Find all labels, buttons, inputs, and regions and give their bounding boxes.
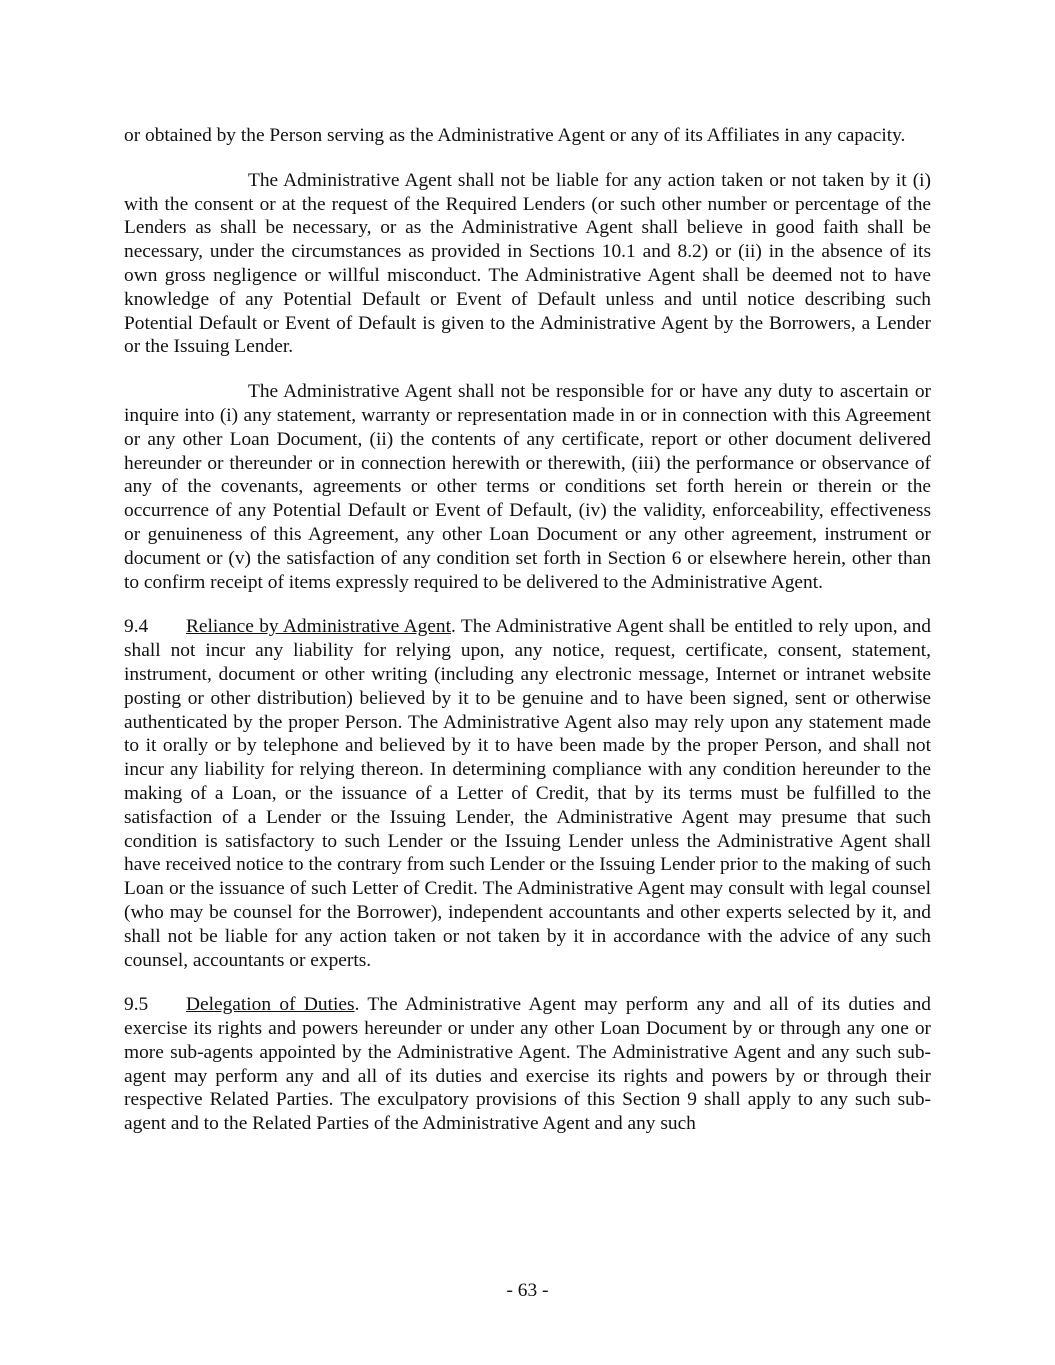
paragraph-responsibility: The Administrative Agent shall not be responsible for or have any duty to ascertain or inquire into (i) any statement, warranty or representation made in or in connection with this Agreement or any other Loan Document, (ii) the contents of any certificate, report or other document delivered hereunder or thereunder or in connection herewith or therewith, (iii) the performance or observance of any of the covenants, agreements or other terms or conditions set forth herein or therein or the occurrence of any Potential Default or Event of Default, (iv) the validity, enforceability, effectiveness or genuineness of this Agreement, any other Loan Document or any other agreement, instrument or document or (v) the satisfaction of any condition set forth in Section 6 or elsewhere herein, other than to confirm receipt of items expressly required to be delivered to the Administrative Agent. [124, 381, 931, 593]
document-page [124, 124, 931, 1157]
section-title: Reliance by Administrative Agent [186, 616, 451, 638]
paragraph-continuation: or obtained by the Person serving as the Administrative Agent or any of its Affiliates in any capacity. [124, 125, 906, 146]
section-number: 9.5 [124, 994, 149, 1016]
section-9-5 [124, 993, 931, 1136]
section-body: . The Administrative Agent shall be entitled to rely upon, and shall not incur any liability for relying upon, any notice, request, certificate, consent, statement, instrument, document or other writing (including any electronic message, Internet or intranet website posting or other distribution) believed by it to be genuine and to have been signed, sent or otherwise authenticated by the proper Person. The Administrative Agent also may rely upon any statement made to it orally or by telephone and believed by it to have been made by the proper Person, and shall not incur any liability for relying thereon. In determining compliance with any condition hereunder to the making of a Loan, or the issuance of a Letter of Credit, that by its terms must be fulfilled to the satisfaction of a Lender or the Issuing Lender, the Administrative Agent may presume that such condition is satisfactory to such Lender or the Issuing Lender unless the Administrative Agent shall have received notice to the contrary from such Lender or the Issuing Lender prior to the making of such Loan or the issuance of such Letter of Credit. The Administrative Agent may consult with legal counsel (who may be counsel for the Borrower), independent accountants and other experts selected by it, and shall not be liable for any action taken or not taken by it in accordance with the advice of any such counsel, accountants or experts. [124, 616, 932, 971]
page-number: - 63 - [506, 1280, 549, 1301]
paragraph-liability: The Administrative Agent shall not be liable for any action taken or not taken by it (i) with the consent or at the request of the Required Lenders (or such other number or percentage of the Lenders as shall be necessary, or as the Administrative Agent shall believe in good faith shall be necessary, under the circumstances as provided in Sections 10.1 and 8.2) or (ii) in the absence of its own gross negligence or willful misconduct. The Administrative Agent shall be deemed not to have knowledge of any Potential Default or Event of Default unless and until notice describing such Potential Default or Event of Default is given to the Administrative Agent by the Borrowers, a Lender or the Issuing Lender. [124, 169, 931, 358]
section-body: . The Administrative Agent may perform any and all of its duties and exercise its rights and powers hereunder or under any other Loan Document by or through any one or more sub-agents appointed by the Administrative Agent. The Administrative Agent and any such sub-agent may perform any and all of its duties and exercise its rights and powers by or through their respective Related Parties. The exculpatory provisions of this Section 9 shall apply to any such sub-agent and to the Related Parties of the Administrative Agent and any such [124, 994, 932, 1135]
section-9-4 [124, 615, 931, 972]
section-title: Delegation of Duties [186, 994, 355, 1016]
section-number: 9.4 [124, 616, 149, 638]
